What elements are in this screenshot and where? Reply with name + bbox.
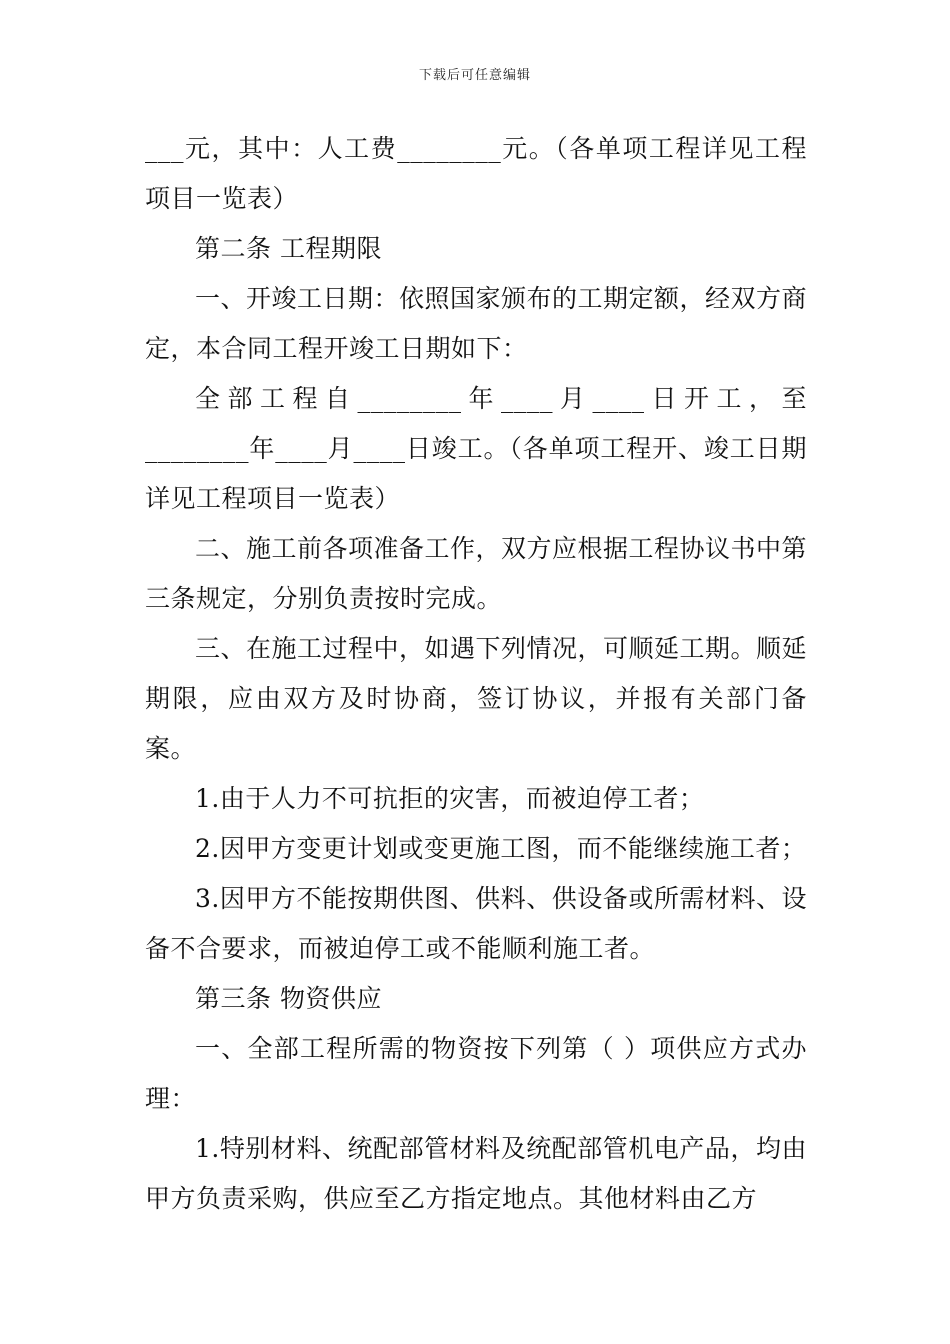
list-item-plan-change: 2.因甲方变更计划或变更施工图，而不能继续施工者；: [195, 834, 807, 863]
list-item-force-majeure: 1.由于人力不可抗拒的灾害，而被迫停工者；: [195, 784, 705, 813]
paragraph-overall-schedule: 全部工程自________年____月____日开工，至________年____月____日竣工。（各单项工程开、竣工日期详见工程项目一览表）: [145, 384, 807, 513]
paragraph-supply-method: 一、全部工程所需的物资按下列第（ ）项供应方式办理：: [145, 1034, 807, 1113]
list-item-special-materials: 1.特别材料、统配部管材料及统配部管机电产品，均由甲方负责采购，供应至乙方指定地点。其他材料由乙方: [145, 1134, 807, 1213]
section-heading-article-2: 第二条 工程期限: [195, 234, 382, 263]
paragraph-extension-conditions: 三、在施工过程中，如遇下列情况，可顺延工期。顺延期限，应由双方及时协商，签订协议，并报有关部门备案。: [145, 634, 808, 763]
list-item-supply-delay: 3.因甲方不能按期供图、供料、供设备或所需材料、设备不合要求，而被迫停工或不能顺利施工者。: [145, 884, 807, 963]
paragraph-start-end-dates: 一、开竣工日期：依照国家颁布的工期定额，经双方商定，本合同工程开竣工日期如下：: [145, 284, 808, 363]
page-header-note: 下载后可任意编辑: [418, 68, 531, 83]
paragraph-cost-continuation: ___元，其中：人工费________元。（各单项工程详见工程项目一览表）: [145, 134, 807, 213]
section-heading-article-3: 第三条 物资供应: [195, 984, 382, 1013]
paragraph-preparation-work: 二、施工前各项准备工作，双方应根据工程协议书中第三条规定，分别负责按时完成。: [145, 534, 808, 613]
document-body: [145, 124, 807, 1224]
